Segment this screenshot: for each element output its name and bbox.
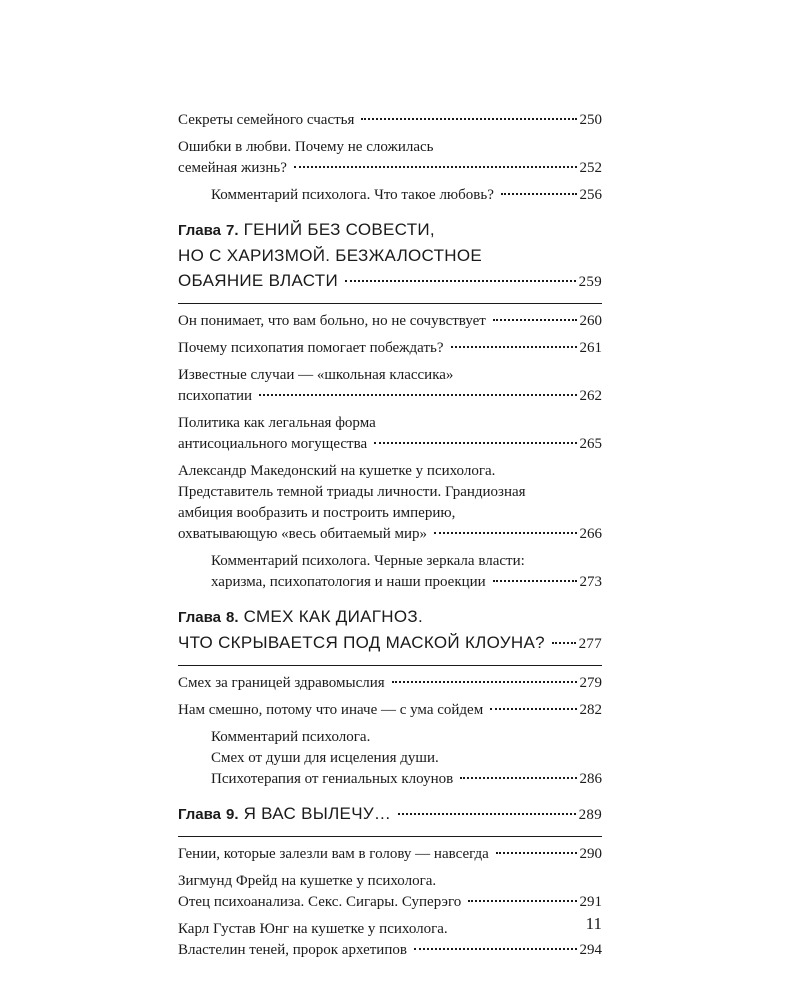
chapter-word: Глава (178, 806, 221, 823)
entry-title: охватывающую «весь обитаемый мир» (178, 526, 428, 542)
entry-title: Представитель темной триады личности. Грандиозная (178, 484, 526, 500)
page-number: 252 (579, 160, 602, 176)
entry-title: харизма, психопатология и наши проекции (211, 574, 486, 590)
dot-leader (460, 777, 576, 779)
divider (178, 836, 602, 837)
entry-title: Нам смешно, потому что иначе — с ума сойдем (178, 702, 484, 718)
chapter-number: 9. (226, 806, 239, 823)
page-number: 291 (579, 894, 602, 910)
toc-subentry (178, 185, 602, 206)
dot-leader (493, 580, 577, 582)
toc-entry (178, 919, 602, 961)
toc-subentry (178, 551, 602, 593)
page-number: 266 (579, 526, 602, 542)
toc-subentry (178, 727, 602, 790)
dot-leader (493, 319, 577, 321)
entry-title: Известные случаи — «школьная классика» (178, 367, 454, 383)
page-number: 259 (578, 274, 602, 290)
page-number: 294 (579, 942, 602, 958)
entry-title: Комментарий психолога. (211, 729, 371, 745)
table-of-contents (178, 110, 602, 967)
divider (178, 665, 602, 666)
page-number: 290 (579, 846, 602, 862)
toc-entry (178, 700, 602, 721)
divider (178, 303, 602, 304)
chapter-title: СМЕХ КАК ДИАГНОЗ. (243, 607, 423, 626)
chapter-title: НО С ХАРИЗМОЙ. БЕЗЖАЛОСТНОЕ (178, 246, 482, 265)
entry-title: Властелин теней, пророк архетипов (178, 942, 407, 958)
dot-leader (414, 948, 577, 950)
page-number: 273 (579, 574, 602, 590)
entry-title: Карл Густав Юнг на кушетке у психолога. (178, 921, 448, 937)
dot-leader (552, 642, 576, 644)
entry-title: семейная жизнь? (178, 160, 287, 176)
page-number: 265 (579, 436, 602, 452)
chapter-title: ГЕНИЙ БЕЗ СОВЕСТИ, (243, 220, 435, 239)
chapter-word: Глава (178, 609, 221, 626)
dot-leader (345, 280, 576, 282)
entry-title: Комментарий психолога. Черные зеркала власти: (211, 553, 525, 569)
entry-title: Комментарий психолога. Что такое любовь? (211, 187, 494, 203)
dot-leader (490, 708, 576, 710)
page-number: 256 (579, 187, 602, 203)
page-number: 282 (579, 702, 602, 718)
page-number: 277 (578, 636, 602, 652)
toc-entry (178, 311, 602, 332)
dot-leader (496, 852, 577, 854)
chapter-title: ОБАЯНИЕ ВЛАСТИ (178, 271, 338, 290)
chapter-word: Глава (178, 222, 221, 239)
dot-leader (259, 394, 576, 396)
dot-leader (374, 442, 576, 444)
page-number: 262 (579, 388, 602, 404)
dot-leader (501, 193, 577, 195)
toc-entry (178, 413, 602, 455)
chapter-title: Я ВАС ВЫЛЕЧУ… (243, 804, 392, 823)
folio-page-number: 11 (585, 914, 602, 933)
toc-entry (178, 137, 602, 179)
chapter-number: 7. (226, 222, 239, 239)
entry-title: Зигмунд Фрейд на кушетке у психолога. (178, 873, 437, 889)
toc-entry (178, 844, 602, 865)
entry-title: Александр Македонский на кушетке у психолога. (178, 463, 496, 479)
entry-title: Смех за границей здравомыслия (178, 675, 385, 691)
entry-title: Ошибки в любви. Почему не сложилась (178, 139, 434, 155)
entry-title: антисоциального могущества (178, 436, 368, 452)
dot-leader (361, 118, 576, 120)
entry-title: Психотерапия от гениальных клоунов (211, 771, 454, 787)
chapter-number: 8. (226, 609, 239, 626)
dot-leader (434, 532, 576, 534)
chapter-9-heading (178, 801, 602, 828)
dot-leader (398, 813, 575, 815)
toc-entry (178, 871, 602, 913)
dot-leader (392, 681, 577, 683)
entry-title: Секреты семейного счастья (178, 112, 355, 128)
page-number: 279 (579, 675, 602, 691)
dot-leader (468, 900, 576, 902)
toc-entry (178, 461, 602, 545)
page-number: 286 (579, 771, 602, 787)
entry-title: Почему психопатия помогает побеждать? (178, 340, 444, 356)
page-number: 250 (579, 112, 602, 128)
entry-title: психопатии (178, 388, 253, 404)
page-number: 260 (579, 313, 602, 329)
entry-title: Смех от души для исцеления души. (211, 750, 439, 766)
page-number: 289 (578, 807, 602, 823)
chapter-8-heading (178, 604, 602, 657)
dot-leader (451, 346, 577, 348)
toc-entry (178, 365, 602, 407)
entry-title: Политика как легальная форма (178, 415, 376, 431)
dot-leader (294, 166, 577, 168)
chapter-7-heading (178, 217, 602, 295)
toc-entry (178, 338, 602, 359)
entry-title: амбиция вообразить и построить империю, (178, 505, 456, 521)
entry-title: Отец психоанализа. Секс. Сигары. Суперэго (178, 894, 462, 910)
toc-entry (178, 110, 602, 131)
entry-title: Он понимает, что вам больно, но не сочувствует (178, 313, 486, 329)
toc-entry (178, 673, 602, 694)
page-number: 261 (579, 340, 602, 356)
entry-title: Гении, которые залезли вам в голову — навсегда (178, 846, 489, 862)
chapter-title: ЧТО СКРЫВАЕТСЯ ПОД МАСКОЙ КЛОУНА? (178, 633, 545, 652)
